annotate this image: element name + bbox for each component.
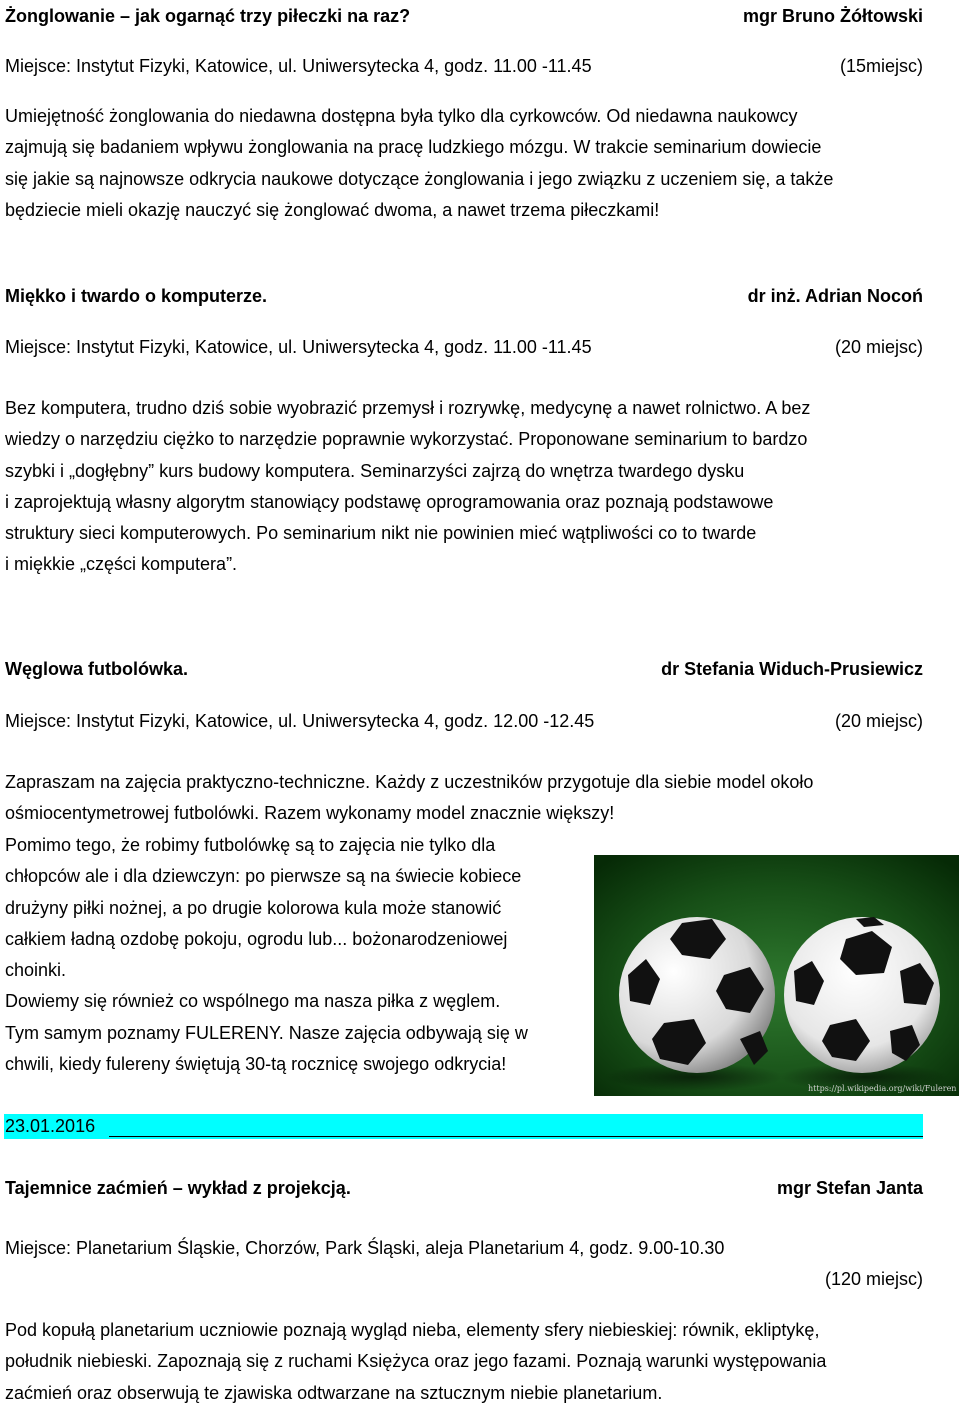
text-line: się jakie są najnowsze odkrycia naukowe dotyczące żonglowania i jego związku z uczeniem się, a także <box>5 168 834 189</box>
text-line: będziecie mieli okazję nauczyć się żonglować dwoma, a nawet trzema piłeczkami! <box>5 199 660 220</box>
text-line: Pomimo tego, że robimy futbolówkę są to zajęcia nie tylko dla <box>5 835 496 855</box>
text-line: i miękkie „części komputera”. <box>5 554 238 575</box>
computer-header <box>5 284 923 308</box>
football-header <box>5 657 923 681</box>
date-underline <box>109 1136 923 1137</box>
text-line: ośmiocentymetrowej futbolówki. Razem wykonamy model znacznie większy! <box>5 803 615 824</box>
text-line: Tym samym poznamy FULERENY. Nasze zajęcia odbywają się w <box>5 1022 528 1043</box>
text-line: Bez komputera, trudno dziś sobie wyobrazić przemysł i rozrywkę, medycynę a nawet rolnictwo. A bez <box>5 398 811 418</box>
juggling-author: mgr Bruno Żółtowski <box>743 6 923 26</box>
football-location-row <box>5 709 923 733</box>
text-line: zajmują się badaniem wpływu żonglowania na pracę ludzkiego mózgu. W trakcie seminarium dowiecie <box>5 137 822 158</box>
text-line: struktury sieci komputerowych. Po seminarium nikt nie powinien mieć wątpliwości co to twarde <box>5 523 757 544</box>
text-line: choinki. <box>5 960 67 981</box>
juggling-description <box>5 101 925 226</box>
text-line: chłopców ale i dla dziewczyn: po pierwsze są na świecie kobiece <box>5 866 522 887</box>
juggling-location-row <box>5 54 923 78</box>
football-image <box>594 855 959 1096</box>
text-line: całkiem ładną ozdobę pokoju, ogrodu lub... bożonarodzeniowej <box>5 928 508 949</box>
text-line: szybki i „dogłębny” kurs budowy komputera. Seminarzyści zajrzą do wnętrza twardego dysku <box>5 460 745 481</box>
juggling-title: Żonglowanie – jak ogarnąć trzy piłeczki na raz? <box>5 6 411 26</box>
eclipse-seats: (120 miejsc) <box>824 1269 923 1289</box>
computer-title: Miękko i twardo o komputerze. <box>5 286 268 306</box>
date-bar <box>4 1114 923 1139</box>
football-location: Miejsce: Instytut Fizyki, Katowice, ul. Uniwersytecka 4, godz. 12.00 -12.45 <box>5 711 595 731</box>
text-line: Dowiemy się również co wspólnego ma nasza piłka z węglem. <box>5 991 501 1012</box>
eclipse-description <box>5 1315 925 1409</box>
date-label: 23.01.2016 <box>5 1116 96 1136</box>
text-line: Pod kopułą planetarium uczniowie poznają wygląd nieba, elementy sfery niebieskiej: równik, ekliptykę, <box>5 1320 820 1340</box>
eclipse-header <box>5 1176 923 1200</box>
football-author: dr Stefania Widuch-Prusiewicz <box>661 659 923 679</box>
football-title: Węglowa futbolówka. <box>5 659 188 679</box>
juggling-location: Miejsce: Instytut Fizyki, Katowice, ul. Uniwersytecka 4, godz. 11.00 -11.45 <box>5 56 592 76</box>
juggling-header <box>5 4 923 28</box>
eclipse-title: Tajemnice zaćmień – wykład z projekcją. <box>5 1178 351 1198</box>
eclipse-location: Miejsce: Planetarium Śląskie, Chorzów, Park Śląski, aleja Planetarium 4, godz. 9.00-10.30 <box>5 1238 725 1258</box>
computer-location-row <box>5 335 923 359</box>
football-description <box>5 830 579 1080</box>
computer-seats: (20 miejsc) <box>834 337 923 357</box>
football-seats: (20 miejsc) <box>834 711 923 731</box>
text-line: Umiejętność żonglowania do niedawna dostępna była tylko dla cyrkowców. Od niedawna naukowcy <box>5 106 798 126</box>
juggling-seats: (15miejsc) <box>839 56 923 76</box>
text-line: południk niebieski. Zapoznają się z ruchami Księżyca oraz jego fazami. Poznają warunki występowania <box>5 1351 827 1372</box>
text-line: wiedzy o narzędziu ciężko to narzędzie poprawnie wykorzystać. Proponowane seminarium to bardzo <box>5 429 808 450</box>
image-caption: https://pl.wikipedia.org/wiki/Fuleren <box>808 1084 957 1093</box>
computer-description <box>5 393 925 581</box>
text-line: i zaprojektują własny algorytm stanowiący podstawę oprogramowania oraz poznają podstawowe <box>5 491 774 512</box>
eclipse-location-row <box>5 1236 923 1260</box>
text-line: chwili, kiedy fulereny świętują 30-tą rocznicę swojego odkrycia! <box>5 1054 507 1075</box>
text-line: drużyny piłki nożnej, a po drugie kolorowa kula może stanowić <box>5 897 502 918</box>
computer-author: dr inż. Adrian Nocoń <box>747 286 923 306</box>
text-line: Zapraszam na zajęcia praktyczno-techniczne. Każdy z uczestników przygotuje dla siebie model około <box>5 772 814 792</box>
football-intro <box>5 767 925 830</box>
eclipse-author: mgr Stefan Janta <box>776 1178 923 1198</box>
text-line: zaćmień oraz obserwują te zjawiska odtwarzane na sztucznym niebie planetarium. <box>5 1382 663 1403</box>
computer-location: Miejsce: Instytut Fizyki, Katowice, ul. Uniwersytecka 4, godz. 11.00 -11.45 <box>5 337 592 357</box>
